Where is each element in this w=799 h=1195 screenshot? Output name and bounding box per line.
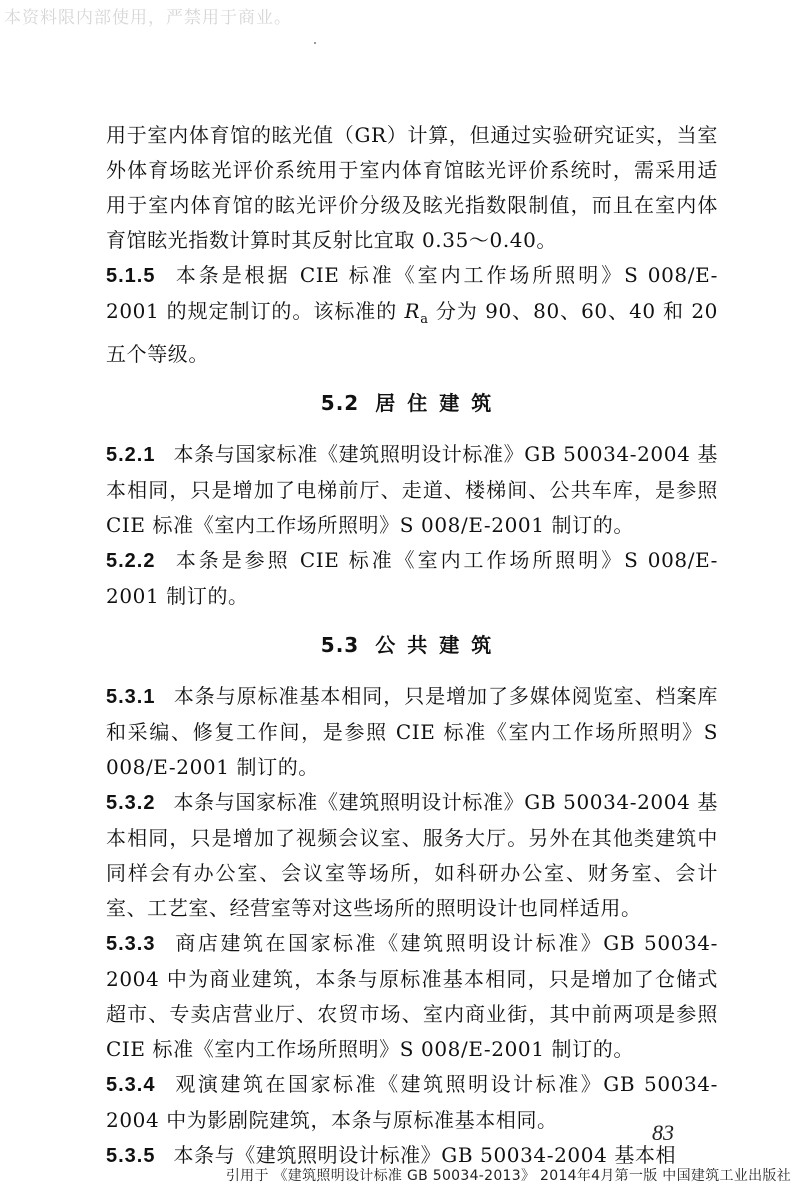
clause-5-3-1 <box>106 679 718 785</box>
clause-number: 5.2.2 <box>106 550 156 572</box>
section-heading-5-2 <box>106 386 718 421</box>
clause-text: 商店建筑在国家标准《建筑照明设计标准》GB 50034-2004 中为商业建筑，本条与原标准基本相同，只是增加了仓储式超市、专卖店营业厅、农贸市场、室内商业街，其中前两项是参照 CIE 标准《室内工作场所照明》S 008/E-2001 制订的。 <box>106 931 718 1061</box>
watermark: 本资料限内部使用，严禁用于商业。 <box>4 8 292 28</box>
clause-5-2-1 <box>106 437 718 543</box>
clause-text: 本条是根据 CIE 标准《室内工作场所照明》S 008/E-2001 的规定制订的。该标准的 <box>106 263 718 323</box>
clause-text: 本条与国家标准《建筑照明设计标准》GB 50034-2004 基本相同，只是增加了视频会议室、服务大厅。另外在其他类建筑中同样会有办公室、会议室等场所，如科研办公室、财务室、会计室、工艺室、经营室等对这些场所的照明设计也同样适用。 <box>106 790 718 920</box>
ra-symbol: R <box>404 299 421 323</box>
section-title: 公共建筑 <box>375 633 504 657</box>
clause-text: 分为 90、80、60、40 和 20 五个等级。 <box>106 299 718 366</box>
citation-footer: 引用于 《建筑照明设计标准 GB 50034-2013》 2014年4月第一版 中国建筑工业出版社 <box>225 1168 791 1184</box>
section-title: 居住建筑 <box>375 391 504 415</box>
section-number: 5.3 <box>320 633 360 657</box>
clause-text: 本条与国家标准《建筑照明设计标准》GB 50034-2004 基本相同，只是增加了电梯前厅、走道、楼梯间、公共车库，是参照 CIE 标准《室内工作场所照明》S 008/E-2001 制订的。 <box>106 442 718 537</box>
paragraph-continuation: 用于室内体育馆的眩光值（GR）计算，但通过实验研究证实，当室外体育场眩光评价系统用于室内体育馆眩光评价系统时，需采用适用于室内体育馆的眩光评价分级及眩光指数限制值，而且在室内体育馆眩光指数计算时其反射比宜取 0.35～0.40。 <box>106 123 718 252</box>
scan-speck <box>314 42 316 44</box>
clause-5-3-4 <box>106 1067 718 1138</box>
clause-number: 5.3.3 <box>106 933 156 955</box>
ra-subscript: a <box>420 312 429 327</box>
clause-number: 5.3.1 <box>106 686 156 708</box>
clause-text: 本条与原标准基本相同，只是增加了多媒体阅览室、档案库和采编、修复工作间，是参照 CIE 标准《室内工作场所照明》S 008/E-2001 制订的。 <box>106 684 718 779</box>
clause-number: 5.3.5 <box>106 1145 156 1167</box>
clause-5-3-2 <box>106 785 718 926</box>
clause-5-1-5 <box>106 258 718 372</box>
page-number: 83 <box>652 1120 674 1145</box>
page-body <box>106 118 718 1174</box>
clause-number: 5.3.4 <box>106 1074 156 1096</box>
clause-5-3-3 <box>106 926 718 1067</box>
clause-number: 5.1.5 <box>106 265 156 287</box>
clause-text: 观演建筑在国家标准《建筑照明设计标准》GB 50034-2004 中为影剧院建筑，本条与原标准基本相同。 <box>106 1072 718 1132</box>
clause-5-2-2 <box>106 543 718 614</box>
clause-text: 本条与《建筑照明设计标准》GB 50034-2004 基本相 <box>173 1143 677 1167</box>
clause-number: 5.3.2 <box>106 792 156 814</box>
clause-text: 本条是参照 CIE 标准《室内工作场所照明》S 008/E-2001 制订的。 <box>106 548 718 608</box>
section-number: 5.2 <box>320 391 360 415</box>
section-heading-5-3 <box>106 628 718 663</box>
clause-number: 5.2.1 <box>106 444 156 466</box>
